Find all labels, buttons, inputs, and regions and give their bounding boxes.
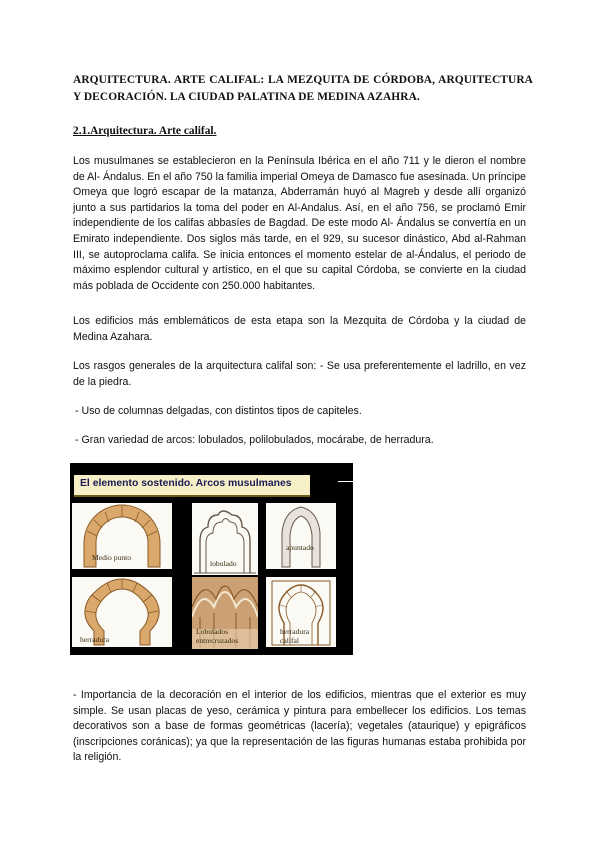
arches-figure (70, 463, 353, 655)
label-apuntado: apuntado (286, 543, 314, 552)
paragraph-columns: - Uso de columnas delgadas, con distintos tipos de capiteles. (75, 405, 362, 417)
label-herradura-califal: herradura califal (280, 627, 310, 645)
figure-title: El elemento sostenido. Arcos musulmanes (80, 478, 292, 489)
paragraph-decoration: - Importancia de la decoración en el interior de los edificios, mientras que el exterior es muy simple. Se usan placas de yeso, cerámica y pintura para embellecer los edificios. Los temas decorativos son a base de formas geométricas (lacería); vegetales (ataurique) y epigráficos (inscripciones coránicas); ya que la representación de las figuras humanas estaba prohibida por la religión. (73, 689, 526, 764)
arch-apuntado (266, 503, 336, 569)
paragraph-history: Los musulmanes se establecieron en la Península Ibérica en el año 711 y le dieron el nombre de Al- Ándalus. En el año 750 la familia imperial Omeya de Damasco fue asesinada. Un príncipe Omeya que logró escapar de la matanza, Abderramán huyó al Magreb y desde allí organizó junto a sus partidarios la toma del poder en Al-Andalus. Así, en el año 756, se proclamó Emir independiente de los califas abbasíes de Bagdad. De este modo Al- Ándalus se convertía en un Emirato independiente. Dos siglos más tarde, en el 929, su sucesor dinástico, Abd al-Rahman III, se autoproclama califa. Se inicia entonces el momento estelar de al-Ándalus, el periodo de máximo esplendor cultural y artístico, en el que su capital Córdoba, se convierte en la ciudad más poblada de Occidente con 250.000 habitantes. (73, 155, 526, 292)
label-lobulados-entrecruzados: Lobulados entrecruzados (196, 627, 239, 645)
paragraph-arches: - Gran variedad de arcos: lobulados, polilobulados, mocárabe, de herradura. (75, 434, 434, 446)
figure-banner (74, 475, 310, 497)
document-title: ARQUITECTURA. ARTE CALIFAL: LA MEZQUITA DE CÓRDOBA, ARQUITECTURA Y DECORACIÓN. LA CIUDAD PALATINA DE MEDINA AZAHRA. (73, 74, 533, 103)
paragraph-buildings: Los edificios más emblemáticos de esta etapa son la Mezquita de Córdoba y la ciudad de Medina Azahara. (73, 315, 526, 343)
arch-medio-punto (72, 503, 172, 569)
label-medio-punto: Medio punto (92, 553, 132, 562)
arch-lobulado (192, 503, 258, 575)
pointed-arch-icon (266, 503, 336, 569)
arch-lobulados-entrecruzados (192, 577, 258, 649)
arch-herradura (72, 577, 172, 647)
section-heading: 2.1.Arquitectura. Arte califal. (73, 125, 217, 137)
paragraph-general-features: Los rasgos generales de la arquitectura califal son: - Se usa preferentemente el ladrillo, en vez de la piedra. (73, 360, 526, 388)
label-lobulado: lobulado (210, 559, 237, 568)
arch-herradura-califal (266, 577, 336, 647)
label-herradura: herradura (80, 635, 110, 644)
